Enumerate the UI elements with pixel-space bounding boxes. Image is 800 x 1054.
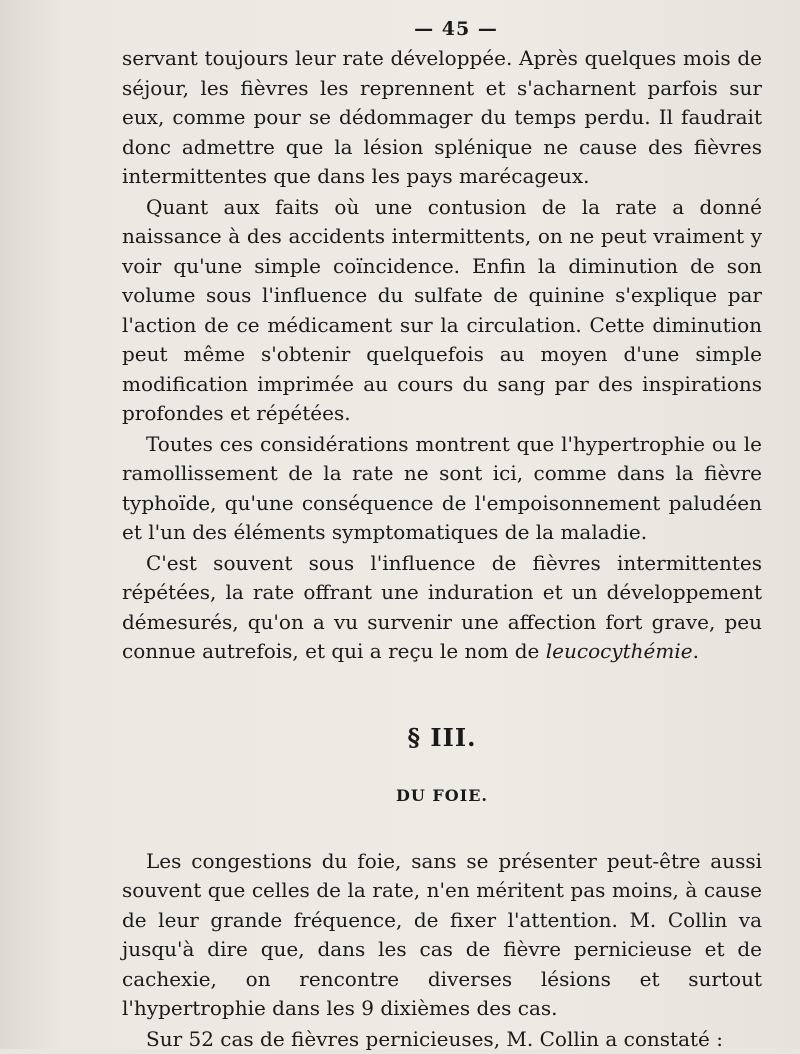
section-subheading: DU FOIE. [122,786,762,805]
paragraph-foie-1: Les congestions du foie, sans se présenter peut-être aussi souvent que celles de la rate, n'en méritent pas moins, à cause de leur grande fréquence, de fixer l'attention. M. Collin va jusqu'à dire que, dans les cas de fièvre pernicieuse et de cachexie, on rencontre diverses lésions et surtout l'hypertrophie dans les 9 dixièmes des cas. [122,847,762,1024]
paragraph-1: servant toujours leur rate développée. Après quelques mois de séjour, les fièvres les reprennent et s'acharnent parfois sur eux, comme pour se dédommager du temps perdu. Il faudrait donc admettre que la lésion splénique ne cause des fièvres intermittentes que dans les pays marécageux. [122,44,762,192]
paragraph-leucocythemie-end: . [693,639,699,663]
paragraph-2: Quant aux faits où une contusion de la rate a donné naissance à des accidents intermittents, on ne peut vraiment y voir qu'une simple coïncidence. Enfin la diminution de son volume sous l'influence du sulfate de quinine s'explique par l'action de ce médicament sur la circulation. Cette diminution peut même s'obtenir quelquefois au moyen d'une simple modification imprimée au cours du sang par des inspirations profondes et répétées. [122,193,762,429]
section-heading: § III. [122,723,762,752]
paragraph-leucocythemie [122,549,762,667]
term-leucocythemie: leucocythémie [546,639,693,663]
paragraph-3: Toutes ces considérations montrent que l'hypertrophie ou le ramollissement de la rate ne sont ici, comme dans la fièvre typhoïde, qu'une conséquence de l'empoisonnement paludéen et l'un des éléments symptomatiques de la maladie. [122,430,762,548]
paragraph-leucocythemie-text: C'est souvent sous l'influence de fièvres intermittentes répétées, la rate offrant une induration et un développement démesurés, qu'on a vu survenir une affection fort grave, peu connue autrefois, et qui a reçu le nom de [122,551,762,664]
paragraph-foie-2: Sur 52 cas de fièvres pernicieuses, M. Collin a constaté : [122,1025,762,1054]
page-number: — 45 — [122,18,760,40]
